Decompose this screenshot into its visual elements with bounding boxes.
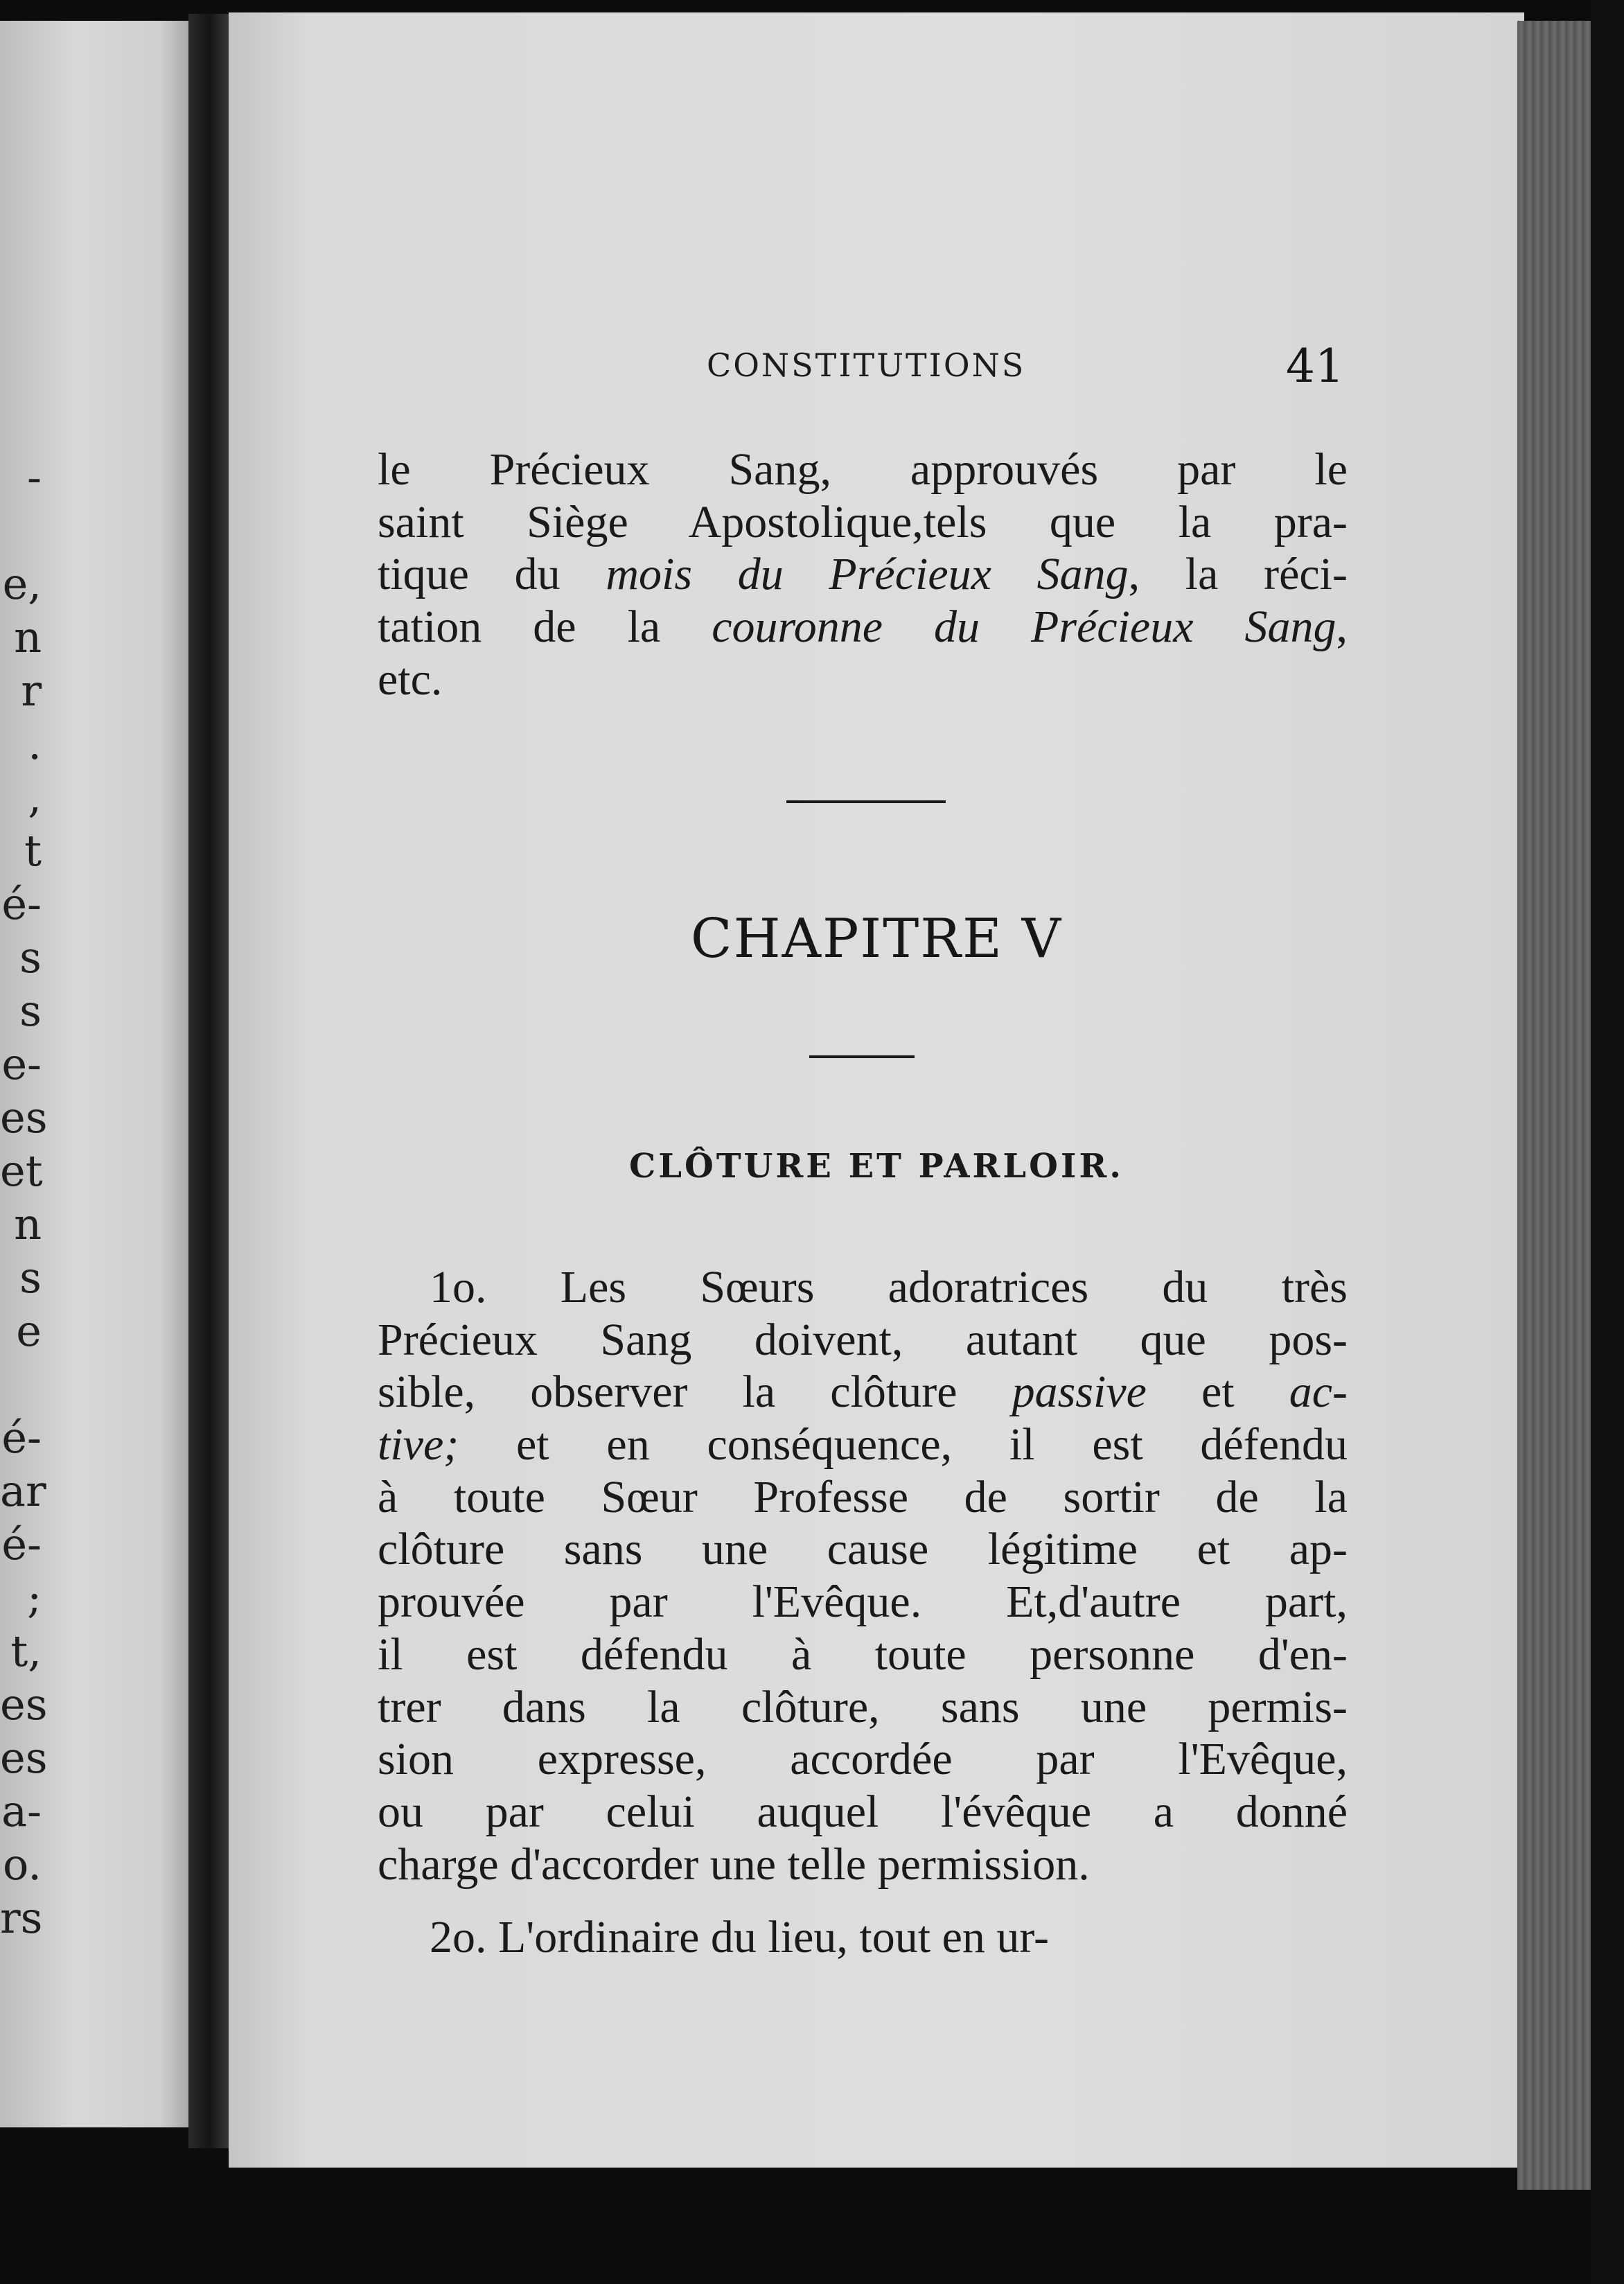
- text-run: sible, observer la clôture: [378, 1367, 1012, 1418]
- paragraph_1-line: [378, 1366, 1348, 1418]
- left-page-fragment: é-: [1, 1519, 42, 1570]
- text-run: le Précieux Sang, approuvés par le: [378, 444, 1348, 495]
- left-page-fragment: ,: [28, 772, 42, 823]
- italic-text: tive;: [378, 1419, 459, 1470]
- paragraph_1-line: [378, 1576, 1348, 1628]
- text-run: prouvée par l'Evêque. Et,d'autre part,: [378, 1576, 1348, 1628]
- scan-border: [1591, 0, 1624, 2284]
- left-page-text-fragments: [0, 450, 48, 1944]
- left-page-fragment: es: [0, 1732, 48, 1783]
- italic-text: passive: [1012, 1367, 1147, 1418]
- left-page-fragment: es: [0, 1092, 48, 1143]
- left-page-fragment: e,: [2, 559, 42, 609]
- left-page-fragment: n: [14, 1199, 42, 1249]
- left-page-fragment: n: [14, 612, 42, 662]
- left-facing-page: [0, 21, 188, 2127]
- text-run: 2o. L'ordinaire du lieu, tout en ur-: [430, 1912, 1049, 1962]
- paragraph_1-line: [378, 1628, 1348, 1681]
- running-head: [229, 340, 1344, 395]
- left-page-fragment: et: [0, 1145, 43, 1196]
- paragraph_1-line: [378, 1314, 1348, 1367]
- left-page-fragment: s: [19, 932, 42, 983]
- top_paragraph-line: [378, 443, 1348, 496]
- paragraph_1-line: [378, 1681, 1348, 1734]
- text-run: 1o. Les Sœurs adoratrices du très: [430, 1262, 1348, 1312]
- top_paragraph-line: [378, 496, 1348, 549]
- text-run: ou par celui auquel l'évêque a donné: [378, 1786, 1348, 1837]
- paragraph_1-line: [378, 1786, 1348, 1838]
- text-run: , la réci-: [1128, 549, 1348, 600]
- top_paragraph-line: [378, 653, 1348, 706]
- book-gutter: [188, 14, 230, 2148]
- left-page-fragment: é-: [1, 879, 42, 929]
- text-run: charge d'accorder une telle permission.: [378, 1838, 1090, 1890]
- separator-rule-top: [786, 800, 946, 803]
- italic-text: couronne du Précieux Sang: [712, 601, 1336, 653]
- top_paragraph-line: [378, 601, 1348, 653]
- text-run: tique du: [378, 549, 606, 600]
- text-run: tation de la: [378, 601, 712, 653]
- top_paragraph-line: [378, 548, 1348, 601]
- left-page-fragment: s: [19, 1252, 42, 1303]
- left-page-fragment: rs: [0, 1892, 43, 1943]
- text-run: sion expresse, accordée par l'Evêque,: [378, 1734, 1348, 1785]
- left-page-fragment: a-: [1, 1786, 42, 1836]
- page-number: 41: [1286, 340, 1344, 393]
- text-run: à toute Sœur Professe de sortir de la: [378, 1471, 1348, 1522]
- text-run: etc.: [378, 653, 443, 705]
- text-run: Précieux Sang doivent, autant que pos-: [378, 1314, 1348, 1365]
- paragraph_1-line: [378, 1471, 1348, 1524]
- left-page-fragment: .: [28, 719, 42, 769]
- running-head-title: CONSTITUTIONS: [707, 346, 1026, 384]
- left-page-fragment: e: [16, 1306, 42, 1356]
- paragraph-1: [378, 1261, 1348, 1890]
- left-page-fragment: r: [21, 665, 42, 716]
- chapter-title: CLÔTURE ET PARLOIR.: [629, 1147, 1124, 1186]
- text-run: et: [1146, 1367, 1289, 1418]
- left-page-fragment: [0, 1358, 42, 1411]
- text-run: il est défendu à toute personne d'en-: [378, 1628, 1348, 1680]
- left-page-fragment: é-: [1, 1412, 42, 1463]
- text-run: ,: [1336, 601, 1348, 653]
- paragraph-2: [378, 1911, 1348, 1964]
- paragraph_2-line: [378, 1911, 1348, 1964]
- left-page-fragment: ;: [27, 1572, 42, 1623]
- separator-rule-chapter: [809, 1055, 915, 1058]
- paragraph_1-line: [378, 1261, 1348, 1314]
- italic-text: mois du Précieux Sang: [606, 549, 1129, 600]
- paragraph_1-line: [378, 1838, 1348, 1891]
- italic-text: ac-: [1289, 1367, 1348, 1418]
- left-page-fragment: [0, 504, 42, 557]
- paragraph_1-line: [378, 1733, 1348, 1786]
- top-paragraph: [378, 443, 1348, 705]
- text-run: trer dans la clôture, sans une permis-: [378, 1681, 1348, 1732]
- left-page-fragment: e-: [1, 1039, 42, 1089]
- left-page-fragment: o.: [3, 1839, 42, 1890]
- chapter-heading: CHAPITRE V: [690, 908, 1063, 970]
- paragraph_1-line: [378, 1523, 1348, 1576]
- paragraph_1-line: [378, 1418, 1348, 1471]
- left-page-fragment: t,: [10, 1626, 42, 1676]
- left-page-fragment: -: [27, 452, 42, 502]
- text-run: et en conséquence, il est défendu: [459, 1419, 1348, 1470]
- left-page-fragment: s: [19, 985, 42, 1036]
- text-run: clôture sans une cause légitime et ap-: [378, 1524, 1348, 1575]
- text-run: saint Siège Apostolique,tels que la pra-: [378, 496, 1348, 547]
- left-page-fragment: t: [24, 825, 42, 876]
- page-edge: [1517, 21, 1594, 2190]
- left-page-fragment: es: [0, 1679, 48, 1730]
- left-page-fragment: ar: [0, 1466, 46, 1516]
